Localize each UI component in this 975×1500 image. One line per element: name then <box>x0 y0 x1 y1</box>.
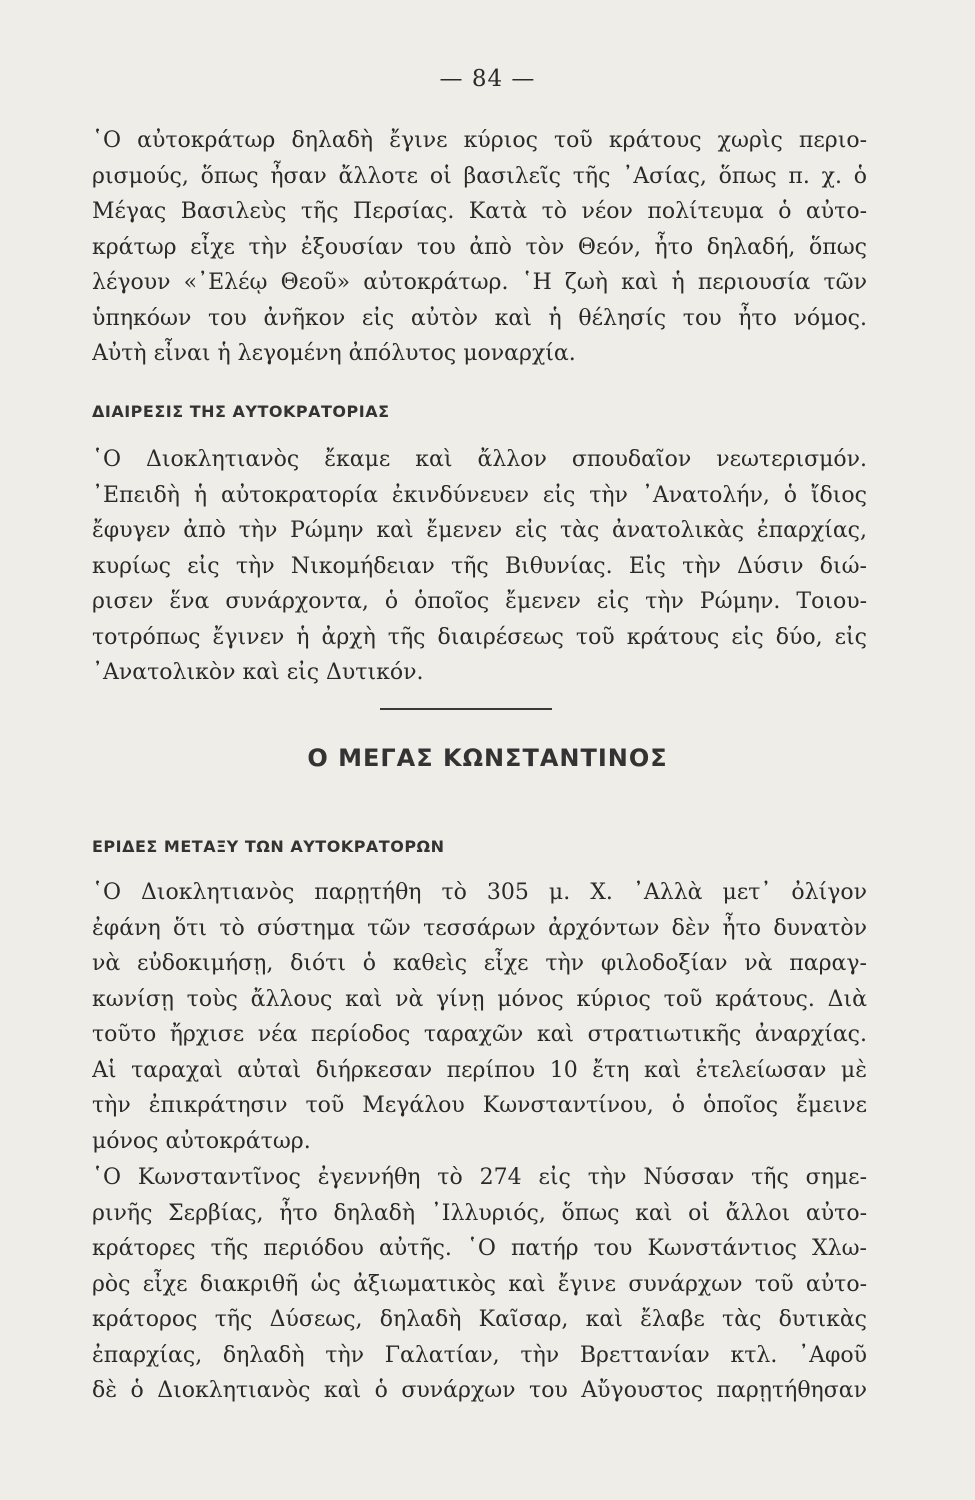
text-line: κράτορες τῆς περιόδου αὐτῆς. ῾Ο πατήρ του Κωνστάντιος Χλω- <box>92 1236 867 1261</box>
text-line: ἐφάνη ὅτι τὸ σύστημα τῶν τεσσάρων ἀρχόντων δὲν ἦτο δυνατὸν <box>92 915 867 941</box>
text-line: τοῦτο ἤρχισε νέα περίοδος ταραχῶν καὶ στρατιωτικῆς ἀναρχίας. <box>92 1022 867 1047</box>
text-line: ρισεν ἕνα συνάρχοντα, ὁ ὁποῖος ἔμενεν εἰς τὴν Ρώμην. Τοιου- <box>92 589 867 614</box>
text-line: ᾿Ανατολικὸν καὶ εἰς Δυτικόν. <box>92 660 424 685</box>
text-line: ῾Ο Διοκλητιανὸς παρῃτήθη τὸ 305 μ. Χ. ᾿Αλλὰ μετ᾿ ὀλίγον <box>92 880 867 905</box>
text-line: λέγουν «᾿Ελέῳ Θεοῦ» αὐτοκράτωρ. ῾Η ζωὴ καὶ ἡ περιουσία τῶν <box>92 270 867 295</box>
section-heading-disputes: ΕΡΙΔΕΣ ΜΕΤΑΞΥ ΤΩΝ ΑΥΤΟΚΡΑΤΟΡΩΝ <box>92 837 445 856</box>
text-line: κράτωρ εἶχε τὴν ἐξουσίαν του ἀπὸ τὸν Θεόν, ἦτο δηλαδή, ὅπως <box>92 234 867 260</box>
text-line: ἐπαρχίας, δηλαδὴ τὴν Γαλατίαν, τὴν Βρεττανίαν κτλ. ᾿Αφοῦ <box>92 1342 867 1368</box>
text-line: ῾Ο Κωνσταντῖνος ἐγεννήθη τὸ 274 εἰς τὴν Νύσσαν τῆς σημε- <box>92 1165 867 1190</box>
paragraph-autocracy <box>92 123 867 372</box>
text-line: ᾿Επειδὴ ἡ αὐτοκρατορία ἐκινδύνευεν εἰς τὴν ᾿Ανατολήν, ὁ ἴδιος <box>92 482 867 508</box>
text-line: κωνίσῃ τοὺς ἄλλους καὶ νὰ γίνῃ μόνος κύριος τοῦ κράτους. Διὰ <box>92 986 867 1012</box>
text-line: ρισμούς, ὅπως ἦσαν ἄλλοτε οἱ βασιλεῖς τῆς ᾿Ασίας, ὅπως π. χ. ὁ <box>92 163 867 189</box>
text-line: ὑπηκόων του ἀνῆκον εἰς αὐτὸν καὶ ἡ θέλησίς του ἦτο νόμος. <box>92 305 867 331</box>
text-line: Αἱ ταραχαὶ αὐταὶ διήρκεσαν περίπου 10 ἔτη καὶ ἐτελείωσαν μὲ <box>92 1057 867 1083</box>
text-line: ἔφυγεν ἀπὸ τὴν Ρώμην καὶ ἔμενεν εἰς τὰς ἀνατολικὰς ἐπαρχίας, <box>92 518 867 543</box>
page-number: — 84 — <box>439 66 536 92</box>
text-line: Αὐτὴ εἶναι ἡ λεγομένη ἀπόλυτος μοναρχία. <box>92 341 576 366</box>
chapter-title: Ο ΜΕΓΑΣ ΚΩΝΣΤΑΝΤΙΝΟΣ <box>307 744 668 772</box>
text-line: δὲ ὁ Διοκλητιανὸς καὶ ὁ συνάρχων του Αὔγουστος παρῃτήθησαν <box>92 1378 867 1403</box>
paragraph-disputes <box>92 875 867 1159</box>
text-line: ρινῆς Σερβίας, ἦτο δηλαδὴ ᾿Ιλλυριός, ὅπως καὶ οἱ ἄλλοι αὐτο- <box>92 1200 867 1226</box>
paragraph-division <box>92 442 867 691</box>
paragraph-constantine <box>92 1160 867 1409</box>
divider-rule <box>380 708 552 710</box>
text-line: ῾Ο Διοκλητιανὸς ἔκαμε καὶ ἄλλον σπουδαῖον νεωτερισμόν. <box>92 447 867 472</box>
text-line: κράτορος τῆς Δύσεως, δηλαδὴ Καῖσαρ, καὶ ἔλαβε τὰς δυτικὰς <box>92 1307 867 1332</box>
text-line: τοτρόπως ἔγινεν ἡ ἀρχὴ τῆς διαιρέσεως τοῦ κράτους εἰς δύο, εἰς <box>92 624 867 650</box>
text-line: Μέγας Βασιλεὺς τῆς Περσίας. Κατὰ τὸ νέον πολίτευμα ὁ αὐτο- <box>92 199 867 224</box>
text-line: μόνος αὐτοκράτωρ. <box>92 1128 311 1154</box>
text-line: ρὸς εἶχε διακριθῆ ὡς ἀξιωματικὸς καὶ ἔγινε συνάρχων τοῦ αὐτο- <box>92 1271 867 1297</box>
text-line: τὴν ἐπικράτησιν τοῦ Μεγάλου Κωνσταντίνου, ὁ ὁποῖος ἔμεινε <box>92 1093 867 1118</box>
text-line: κυρίως εἰς τὴν Νικομήδειαν τῆς Βιθυνίας. Εἰς τὴν Δύσιν διώ- <box>92 553 867 579</box>
text-line: ῾Ο αὐτοκράτωρ δηλαδὴ ἔγινε κύριος τοῦ κράτους χωρὶς περιο- <box>92 128 867 153</box>
section-heading-division: ΔΙΑΙΡΕΣΙΣ ΤΗΣ ΑΥΤΟΚΡΑΤΟΡΙΑΣ <box>92 402 390 421</box>
text-line: νὰ εὐδοκιμήσῃ, διότι ὁ καθεὶς εἶχε τὴν φιλοδοξίαν νὰ παραγ- <box>92 951 867 976</box>
